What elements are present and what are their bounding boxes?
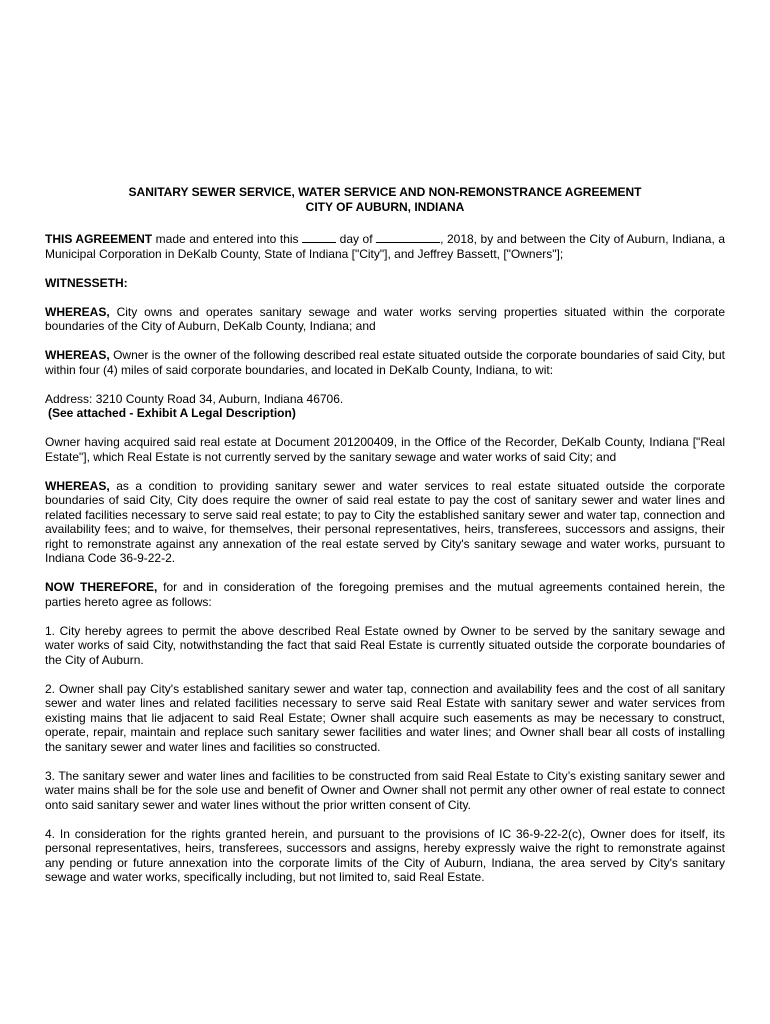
now-therefore-paragraph bbox=[45, 580, 725, 609]
clause-2: 2. Owner shall pay City's established sanitary sewer and water tap, connection and availability fees and the cost of all sanitary sewer and water lines and related facilities necessary to serve said Real Estate with sanitary sewer and water services from existing mains that lie adjacent to said Real Estate; Owner shall acquire such easements as may be necessary to construct, operate, repair, maintain and replace such sanitary sewer facilities and water lines; and Owner shall bear all costs of installing the sanitary sewer and water lines and facilities so constructed. bbox=[45, 681, 725, 754]
document-title: SANITARY SEWER SERVICE, WATER SERVICE AND NON-REMONSTRANCE AGREEMENT bbox=[128, 185, 642, 199]
address-block bbox=[45, 392, 725, 421]
exhibit-reference: (See attached - Exhibit A Legal Description) bbox=[48, 406, 296, 420]
intro-paragraph bbox=[45, 232, 725, 261]
whereas-lead-2: WHEREAS, bbox=[45, 348, 110, 362]
title-block bbox=[45, 185, 725, 214]
intro-text-b: day of bbox=[336, 232, 377, 246]
clause-3: 3. The sanitary sewer and water lines and facilities to be constructed from said Real Estate to City’s existing sanitary sewer and water mains shall be for the sole use and benefit of Owner and Owner shall not permit any other owner of real estate to connect onto said sanitary sewer and water lines without the prior written consent of City. bbox=[45, 768, 725, 812]
witnesseth-heading: WITNESSETH: bbox=[45, 275, 128, 290]
property-address: Address: 3210 County Road 34, Auburn, Indiana 46706. bbox=[45, 391, 344, 406]
day-blank bbox=[302, 232, 336, 243]
now-therefore-text: for and in consideration of the foregoing premises and the mutual agreements contained herein, the parties hereto agree as follows: bbox=[45, 580, 726, 609]
whereas-lead-3: WHEREAS, bbox=[45, 478, 110, 493]
intro-text-a: made and entered into this bbox=[152, 232, 303, 246]
whereas-paragraph-2 bbox=[45, 348, 725, 377]
whereas-paragraph-1 bbox=[45, 305, 725, 334]
month-blank bbox=[376, 232, 440, 243]
whereas-paragraph-3 bbox=[45, 479, 725, 566]
whereas-text-3: as a condition to providing sanitary sewer and water services to real estate situated outside the corporate boundaries of said City, City does require the owner of said real estate to pay the cost of sanitary sewer and water lines and related facilities necessary to serve said real estate; to pay to City the established sanitary sewer and water tap, connection and availability fees; and to waive, for themselves, their personal representatives, heirs, transferees, successors and assigns, their right to remonstrate against any annexation of the real estate served by City's sanitary sewage and water works, pursuant to Indiana Code 36-9-22-2. bbox=[45, 478, 725, 565]
whereas-text-1: City owns and operates sanitary sewage and water works serving properties situated within the corporate boundaries of the City of Auburn, DeKalb County, Indiana; and bbox=[45, 304, 725, 333]
whereas-text-2: Owner is the owner of the following described real estate situated outside the corporate boundaries of said City, but within four (4) miles of said corporate boundaries, and located in DeKalb County, Indiana, to wit: bbox=[45, 348, 725, 377]
document-subtitle: CITY OF AUBURN, INDIANA bbox=[305, 199, 465, 214]
now-therefore-lead: NOW THEREFORE, bbox=[45, 580, 158, 594]
whereas-lead-1: WHEREAS, bbox=[45, 304, 110, 319]
document-body bbox=[45, 185, 725, 899]
clause-1: 1. City hereby agrees to permit the above described Real Estate owned by Owner to be served by the sanitary sewage and water works of said City, notwithstanding the fact that said Real Estate is currently situated outside the corporate boundaries of the City of Auburn. bbox=[45, 623, 725, 667]
intro-text-c: , 2018, by and between the City of Auburn, Indiana, a Municipal Corporation in DeKalb County, State of Indiana ["City"], and Jeffrey Bassett, ["Owners"]; bbox=[45, 232, 726, 261]
clause-4: 4. In consideration for the rights granted herein, and pursuant to the provisions of IC 36-9-22-2(c), Owner does for itself, its personal representatives, heirs, transferees, successors and assigns, hereby expressly waive the right to remonstrate against any pending or future annexation into the corporate limits of the City of Auburn, Indiana, the area served by City's sanitary sewage and water works, specifically including, but not limited to, said Real Estate. bbox=[45, 826, 725, 884]
owner-paragraph: Owner having acquired said real estate at Document 201200409, in the Office of the Recorder, DeKalb County, Indiana ["Real Estate"], which Real Estate is not currently served by the sanitary sewage and water works of said City; and bbox=[45, 435, 725, 464]
intro-lead: THIS AGREEMENT bbox=[45, 232, 153, 246]
